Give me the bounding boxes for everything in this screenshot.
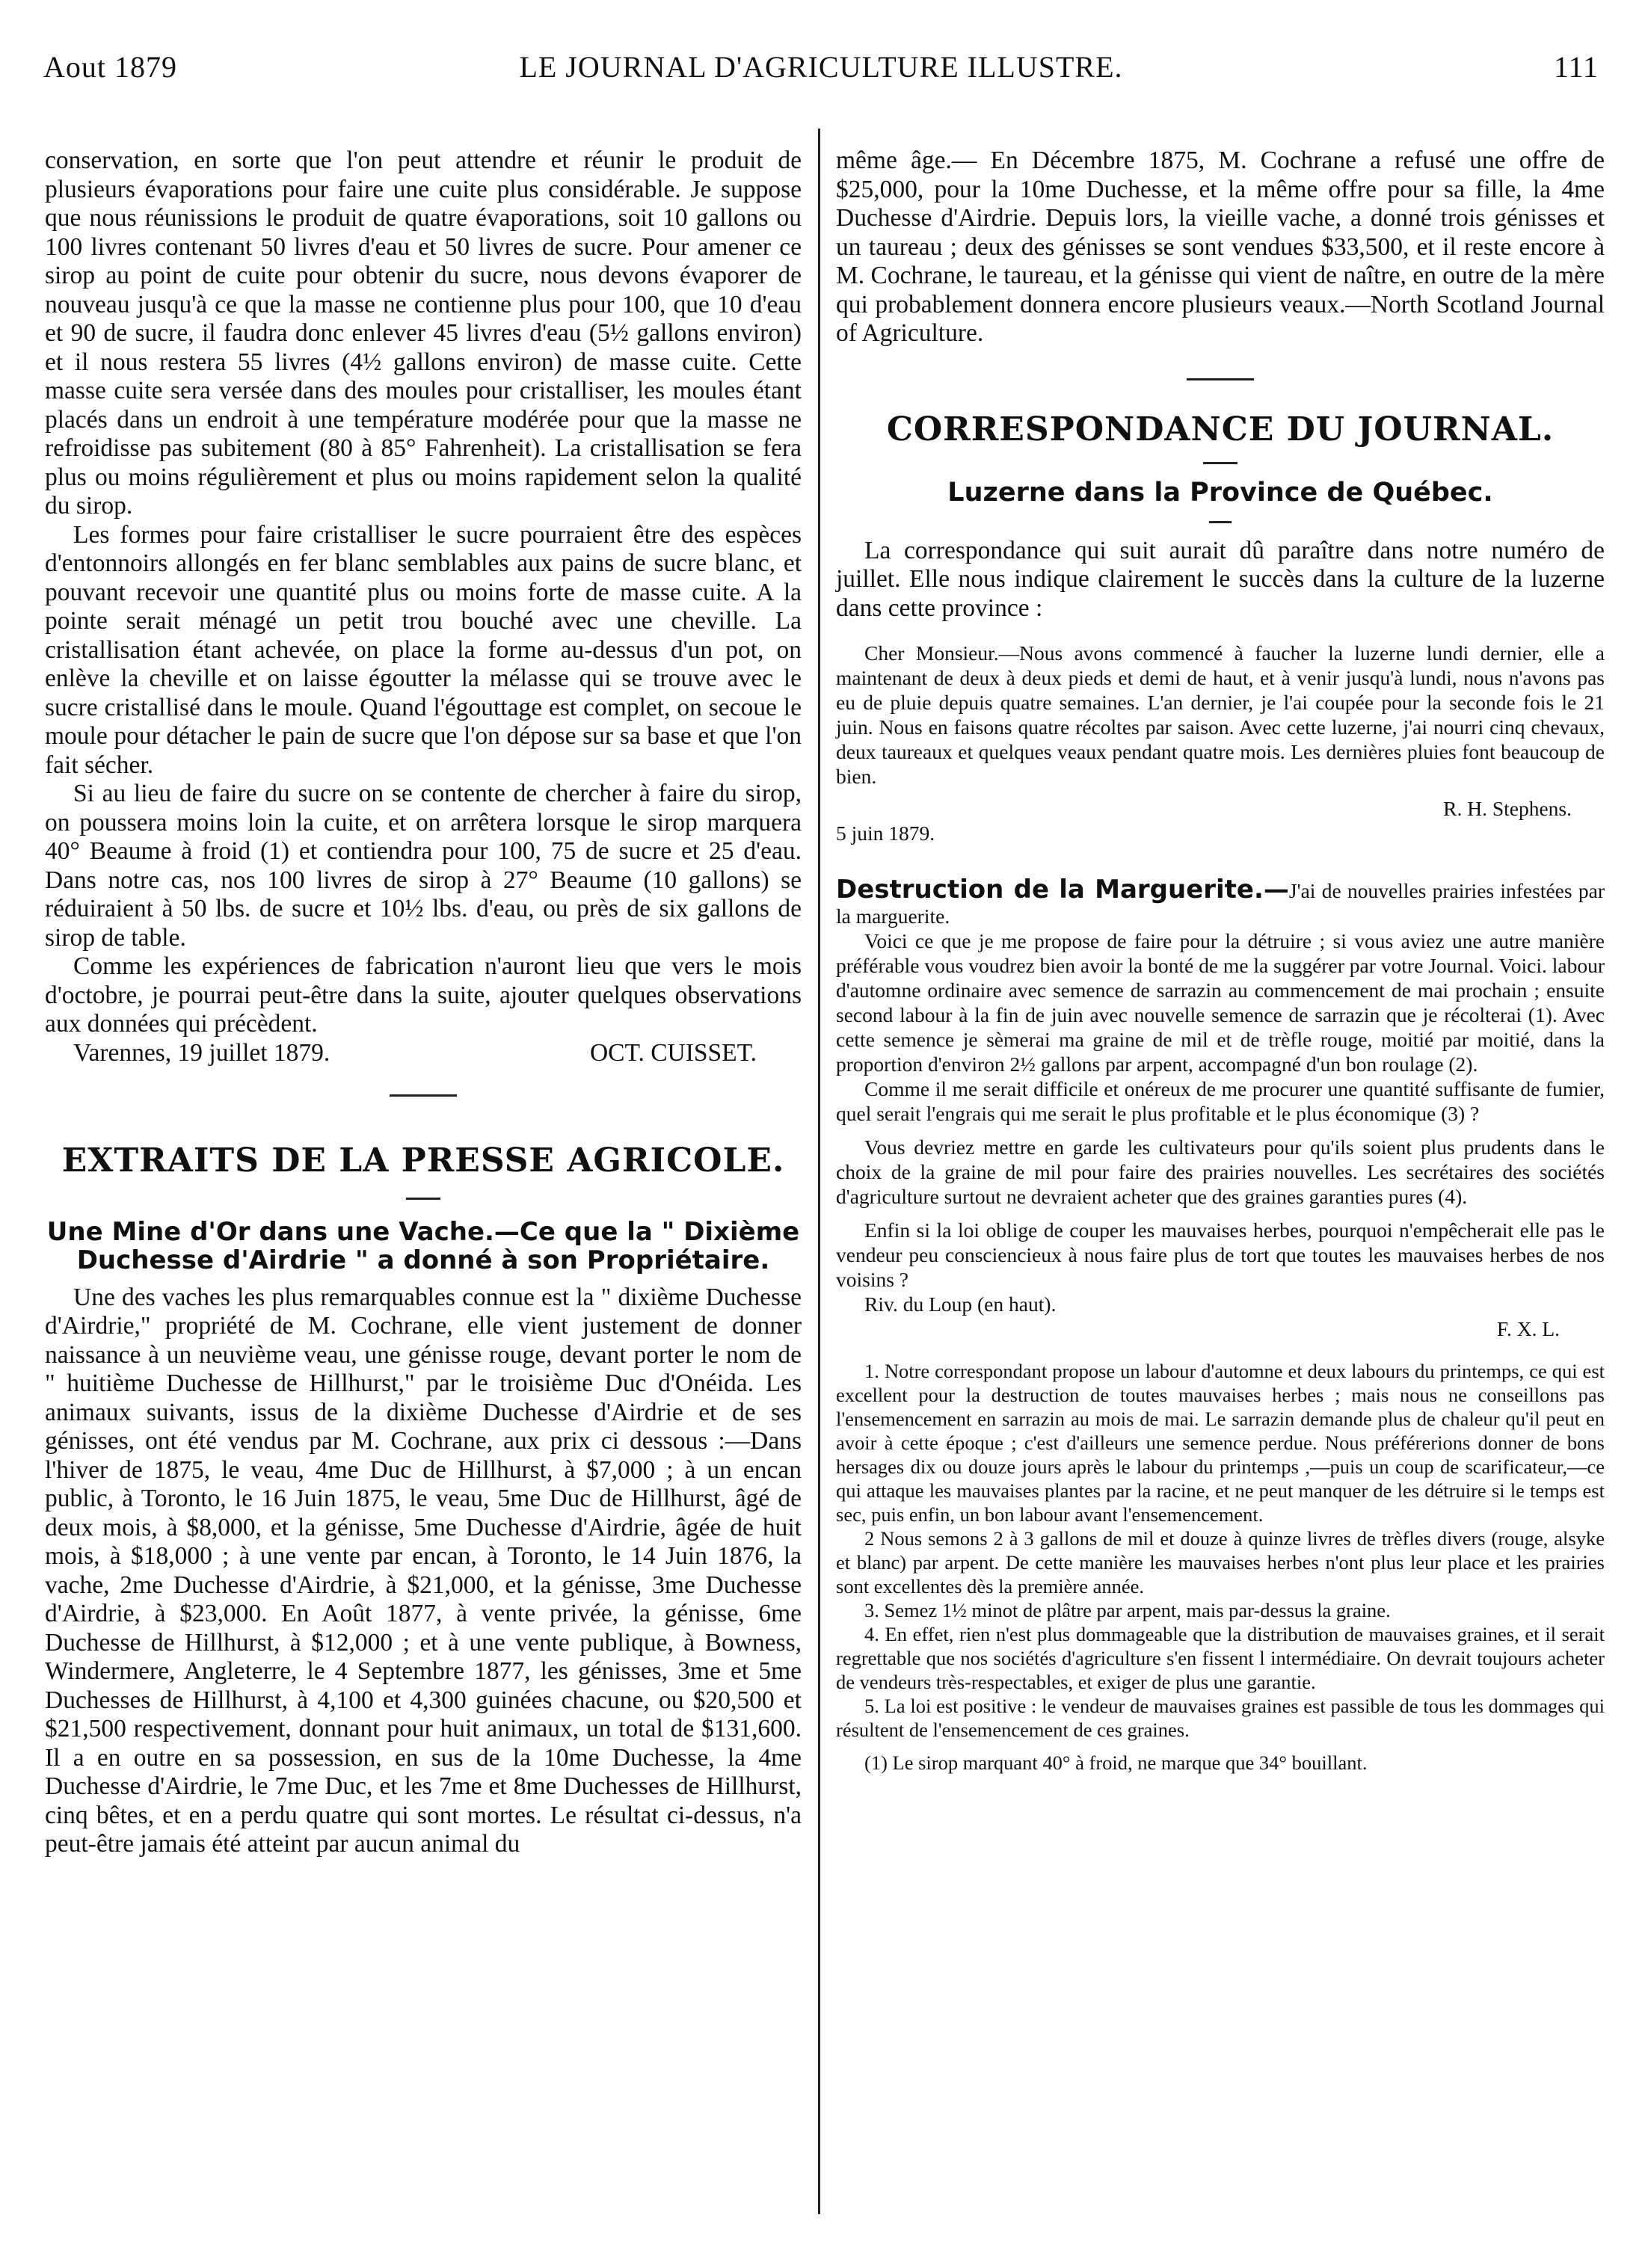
destruction-signature: F. X. L. xyxy=(1496,1317,1560,1340)
sugar-paragraph-3: Si au lieu de faire du sucre on se contente de chercher à faire du sirop, on poussera moins loin la cuite, et on arrêtera lorsque le sirop marquera 40° Beaume à froid (1) et contiendra pour 100, 75 de sucre et 25 d'eau. Dans notre cas, nos 100 livres de sirop à 27° Beaume (10 gallons) se réduiraient à 50 lbs. de sucre et 10½ lbs. d'eau, ou près de six gallons de sirop de table. xyxy=(45,780,802,952)
letter-signature: R. H. Stephens. xyxy=(1443,797,1572,820)
correspondence-title: CORRESPONDANCE DU JOURNAL. xyxy=(886,410,1555,449)
destruction-paragraph-4: Vous devriez mettre en garde les cultivateurs pour qu'ils soient plus prudents dans le choix de la graine de mil pour faire des prairies nouvelles. Les secrétaires des sociétés d'agriculture surtout ne devraient acheter que des graines garanties pures (4). xyxy=(836,1135,1605,1208)
editor-note-3: 3. Semez 1½ minot de plâtre par arpent, mais par-dessus la graine. xyxy=(864,1599,1391,1621)
press-section-title: EXTRAITS DE LA PRESSE AGRICOLE. xyxy=(61,1141,785,1180)
editor-note-2: 2 Nous semons 2 à 3 gallons de mil et douze à quinze livres de trèfles divers (rouge, alsyke et blanc) par arpent. De cette manière les mauvaises herbes n'ont plus leur place et les prairies sont excellentes dès la première année. xyxy=(836,1527,1605,1597)
sugar-paragraph-2: Les formes pour faire cristalliser le sucre pourraient être des espèces d'entonnoirs allongés en fer blanc semblables aux pains de sucre blanc, et pouvant recevoir une quantité plus ou moins forte de masse cuite. A la pointe serait ménagé un petit trou bouché avec une cheville. La cristallisation étant achevée, on place la forme au-dessus d'un pot, on enlève la cheville et on laisse égoutter la mélasse qui se trouve avec le sucre cristallisé dans le moule. Quand l'égouttage est complet, on secoue le moule pour détacher le pain de sucre que l'on dépose sur sa base et que l'on fait sécher. xyxy=(45,520,802,779)
destruction-paragraph-5: Enfin si la loi oblige de couper les mauvaises herbes, pourquoi n'empêcherait elle pas le vendeur peu consciencieux à nous faire plus de tort que toutes les mauvaises herbes de nos voisins ? xyxy=(836,1218,1605,1291)
subtitle-rule xyxy=(1209,521,1232,523)
sugar-paragraph-4: Comme les expériences de fabrication n'auront lieu que vers le mois d'octobre, je pourrai peut-être dans la suite, ajouter quelques observations aux données qui précèdent. xyxy=(45,952,802,1038)
signoff-name: OCT. CUISSET. xyxy=(589,1038,757,1067)
footnote-syrup: (1) Le sirop marquant 40° à froid, ne marque que 34° bouillant. xyxy=(864,1751,1368,1774)
destruction-paragraph-2: Voici ce que je me propose de faire pour la détruire ; si vous aviez une autre manière préférable vous voudrez bien avoir la bonté de me la suggérer par votre Journal. Voici. labour d'automne ordinaire avec semence de sarrazin au commencement de mai prochain ; ensuite second labour à la fin de juin avec nouvelle semence de sarrazin que je récolterai (1). Avec cette semence je sèmerai ma graine de mil et de trèfle rouge, moitié par moitié, dans la proportion d'environ 2½ gallons par arpent, accompagné d'un bon roulage (2). xyxy=(836,929,1605,1076)
title-rule-right xyxy=(1203,462,1237,464)
luzerne-subtitle: Luzerne dans la Province de Québec. xyxy=(947,477,1493,508)
issue-date: Aout 1879 xyxy=(43,50,177,84)
section-rule-right xyxy=(1187,378,1254,380)
destruction-intro xyxy=(836,875,1605,928)
signoff-place: Varennes, 19 juillet 1879. xyxy=(73,1038,330,1067)
gold-mine-headline: Une Mine d'Or dans une Vache.—Ce que la " Dixième Duchesse d'Airdrie " a donné à son Propriétaire. xyxy=(46,1216,800,1275)
right-column xyxy=(836,147,1605,1775)
editor-note-4: 4. En effet, rien n'est plus dommageable que la distribution de mauvaises graines, et il serait regrettable que nos sociétés d'agriculture s'en fissent l intermédiaire. On devrait toujours acheter de vendeurs très-respectables, et exiger de plus une garantie. xyxy=(836,1623,1605,1693)
destruction-paragraph-3: Comme il me serait difficile et onéreux de me procurer une quantité suffisante de fumier, quel serait l'engrais qui me serait le plus profitable et le plus économique (3) ? xyxy=(836,1077,1605,1125)
luzerne-letter: Cher Monsieur.—Nous avons commencé à faucher la luzerne lundi dernier, elle a maintenant de deux à deux pieds et demi de haut, et à venir jusqu'à lundi, nous n'avons pas eu de pluie depuis quatre semaines. L'an dernier, je l'ai coupée pour la seconde fois le 21 juin. Nous en faisons quatre récoltes par saison. Avec cette luzerne, j'ai nourri cinq chevaux, deux taureaux et quelques veaux pendant quatre mois. Les dernières pluies font beaucoup de bien. xyxy=(836,641,1605,788)
destruction-headline: Destruction de la Marguerite.— xyxy=(836,875,1289,905)
section-rule xyxy=(390,1094,457,1097)
journal-title: LE JOURNAL D'AGRICULTURE ILLUSTRE. xyxy=(519,50,1123,84)
editor-note-1: 1. Notre correspondant propose un labour d'automne et deux labours du printemps, ce qui est excellent pour la destruction de toutes mauvaises herbes ; mais nous ne conseillons pas l'ensemencement en sarrazin au mois de mai. Le sarrazin demande plus de chaleur qu'il peut en avoir à cette époque ; c'est d'ailleurs une semence perdue. Nous préférerions donner de bons hersages dix ou douze jours après le labour du printemps ,—puis un coup de scarificateur,—ce qui attaque les mauvaises plantes par la racine, et ne peut manquer de les détruire si le temps est sec, puis enfin, un bon labour avant l'ensemencement. xyxy=(836,1360,1605,1526)
column-divider xyxy=(818,129,820,2214)
page-number: 111 xyxy=(1553,50,1599,84)
title-rule xyxy=(406,1198,440,1200)
sugar-paragraph-1: conservation, en sorte que l'on peut attendre et réunir le produit de plusieurs évaporations pour faire une cuite plus considérable. Je suppose que nous réunissions le produit de quatre évaporations, soit 10 gallons ou 100 livres contenant 50 livres d'eau et 50 livres de sucre. Pour amener ce sirop au point de cuite pour obtenir du sucre, nous devons évaporer de nouveau jusqu'à ce que la masse ne contienne plus pour 100, que 10 d'eau et 90 de sucre, il faudra donc enlever 45 livres d'eau (5½ gallons environ) et il nous restera 55 livres (4½ gallons environ) de masse cuite. Cette masse cuite sera versée dans des moules pour cristalliser, les moules étant placés dans un endroit à une température modérée pour que la masse ne refroidisse pas subitement (80 à 85° Fahrenheit). La cristallisation se fera plus ou moins régulièrement et plus ou moins rapidement selon la qualité du sirop. xyxy=(45,147,802,520)
page-header xyxy=(43,49,1599,102)
gold-mine-continuation: même âge.— En Décembre 1875, M. Cochrane a refusé une offre de $25,000, pour la 10me Duchesse, et la même offre pour sa fille, la 4me Duchesse d'Airdrie. Depuis lors, la vieille vache, a donné trois génisses et un taureau ; deux des génisses se sont vendues $33,500, et il reste encore à M. Cochrane, le taureau, et la génisse qui vient de naître, en outre de la mère qui probablement donnera encore plusieurs veaux.—North Scotland Journal of Agriculture. xyxy=(836,147,1605,347)
destruction-lead: J'ai de nouvelles prairies infestées par la marguerite. xyxy=(836,879,1605,928)
article-signoff xyxy=(45,1039,802,1069)
destruction-place: Riv. du Loup (en haut). xyxy=(864,1292,1057,1316)
gold-mine-body: Une des vaches les plus remarquables connue est la " dixième Duchesse d'Airdrie," propriété de M. Cochrane, elle vient justement de donner naissance à un neuvième veau, une génisse rouge, devant porter le nom de " huitième Duchesse de Hillhurst," par le troisième Duc d'Onéida. Les animaux suivants, issus de la dixième Duchesse d'Airdrie et de ses génisses, ont été vendus par M. Cochrane, aux prix ci dessous :—Dans l'hiver de 1875, le veau, 4me Duc de Hillhurst, à $7,000 ; à un encan public, à Toronto, le 16 Juin 1875, le veau, 5me Duc de Hillhurst, âgé de deux mois, à $8,000, et la génisse, 5me Duchesse d'Airdrie, âgée de huit mois, à $18,000 ; à une vente par encan, à Toronto, le 14 Juin 1876, la vache, 2me Duchesse d'Airdrie, à $21,000, et la génisse, 3me Duchesse d'Airdrie, à $23,000. En Août 1877, à vente privée, la génisse, 6me Duchesse de Hillhurst, à $12,000 ; et à une vente publique, à Bowness, Windermere, Angleterre, le 4 Septembre 1877, les génisses, 3me et 5me Duchesses de Hillhurst, à 4,100 et 4,300 guinées chacune, ou $20,500 et $21,500 respectivement, donnant pour huit animaux, un total de $131,600. Il a en outre en sa possession, en sus de la 10me Duchesse, la 4me Duchesse d'Airdrie, le 7me Duc, et les 7me et 8me Duchesses de Hillhurst, cinq bêtes, et en a perdu quatre qui sont mortes. Le résultat ci-dessus, n'a peut-être jamais été atteint par aucun animal du xyxy=(45,1283,802,1858)
luzerne-intro: La correspondance qui suit aurait dû paraître dans notre numéro de juillet. Elle nous indique clairement le succès dans la culture de la luzerne dans cette province : xyxy=(836,536,1605,622)
editor-note-5: 5. La loi est positive : le vendeur de mauvaises graines est passible de tous les dommages qui résultent de l'ensemencement de ces graines. xyxy=(836,1695,1605,1741)
left-column xyxy=(45,147,802,1859)
letter-date: 5 juin 1879. xyxy=(836,822,935,845)
